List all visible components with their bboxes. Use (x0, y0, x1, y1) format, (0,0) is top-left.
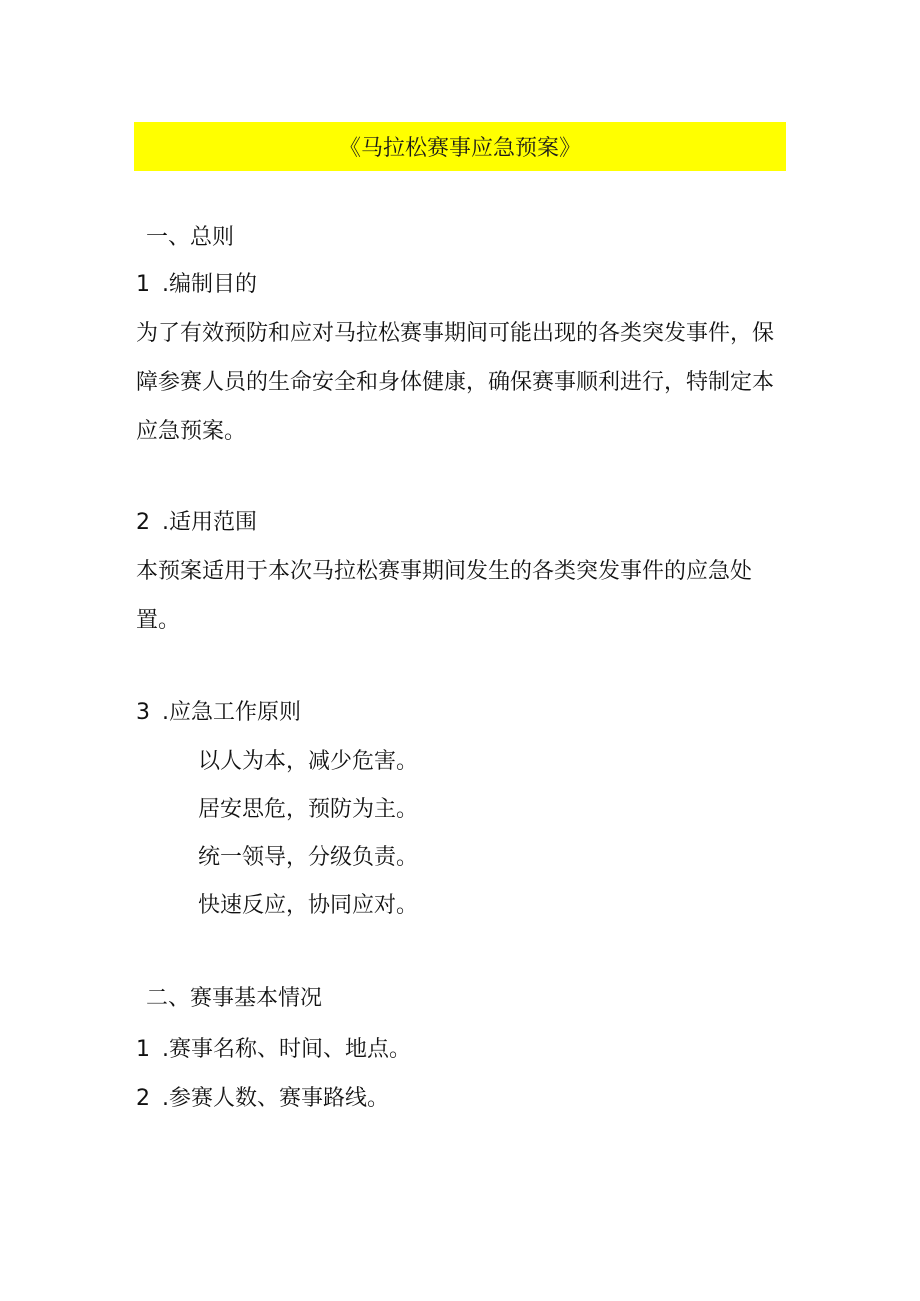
item-heading-scope (136, 509, 257, 537)
item-label: .适用范围 (162, 510, 257, 535)
item-heading-purpose (136, 271, 257, 299)
paragraph-line: 为了有效预防和应对马拉松赛事期间可能出现的各类突发事件，保 (136, 321, 775, 346)
item-heading-participants (136, 1085, 389, 1113)
item-number: 2 (136, 510, 150, 535)
principle-line: 统一领导，分级负责。 (198, 845, 419, 870)
item-number: 1 (136, 272, 150, 297)
item-label: .编制目的 (162, 272, 257, 297)
item-number: 3 (136, 700, 150, 725)
paragraph-line: 置。 (136, 608, 181, 633)
item-number: 1 (136, 1037, 150, 1062)
paragraph-line: 本预案适用于本次马拉松赛事期间发生的各类突发事件的应急处 (136, 559, 753, 584)
document-title: 《马拉松赛事应急预案》 (338, 136, 581, 161)
title-highlight (134, 122, 786, 171)
principle-line: 居安思危，预防为主。 (198, 797, 419, 822)
item-heading-principles (136, 699, 301, 727)
item-number: 2 (136, 1086, 150, 1111)
principle-line: 快速反应，协同应对。 (198, 893, 419, 918)
section-heading-event-info: 二、赛事基本情况 (146, 986, 323, 1011)
item-label: .参赛人数、赛事路线。 (162, 1086, 389, 1111)
paragraph-line: 障参赛人员的生命安全和身体健康，确保赛事顺利进行，特制定本 (136, 370, 775, 395)
paragraph-line: 应急预案。 (136, 419, 247, 444)
item-heading-event-name (136, 1036, 411, 1064)
principle-line: 以人为本，减少危害。 (198, 749, 419, 774)
section-heading-general: 一、总则 (146, 225, 235, 250)
item-label: .赛事名称、时间、地点。 (162, 1037, 411, 1062)
item-label: .应急工作原则 (162, 700, 301, 725)
